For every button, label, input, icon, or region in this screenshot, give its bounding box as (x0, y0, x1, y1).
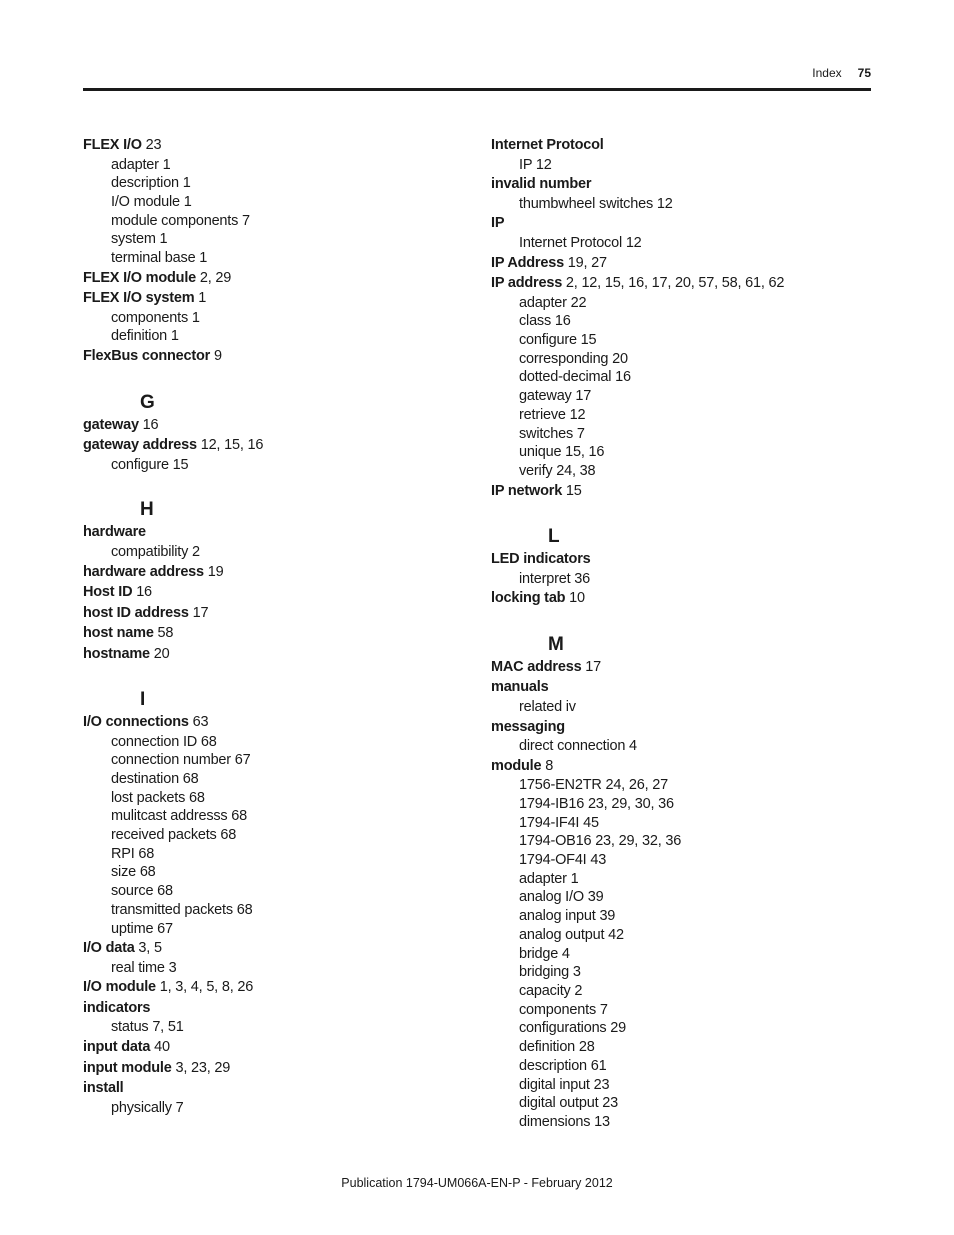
index-term: install (83, 1080, 124, 1097)
index-subentry: related iv (519, 698, 576, 715)
index-subentry: lost packets 68 (111, 789, 205, 806)
index-pages: 23 (141, 137, 162, 153)
index-subentry: module components 7 (111, 212, 250, 229)
index-subentry: system 1 (111, 231, 168, 248)
index-entry (83, 938, 463, 959)
index-subentry: corresponding 20 (519, 350, 628, 367)
index-letter-heading: I (140, 689, 146, 711)
index-subentry: mulitcast addresss 68 (111, 808, 248, 825)
index-entry (83, 268, 463, 289)
index-entry (491, 481, 871, 502)
index-subentry: direct connection 4 (519, 738, 637, 755)
index-pages: 20 (149, 645, 170, 662)
index-subentry: description 1 (111, 175, 191, 192)
index-subentry: real time 3 (111, 959, 177, 976)
index-entry (491, 213, 871, 234)
index-entry (83, 346, 463, 367)
section-label: Index (812, 66, 842, 80)
index-entry (83, 712, 463, 733)
index-pages: 1 (194, 290, 207, 307)
index-subentry: interpret 36 (519, 570, 590, 587)
index-entry (491, 174, 871, 195)
index-subentry: 1794-IF4I 45 (519, 814, 599, 831)
index-entry (491, 657, 871, 678)
index-subentry: unique 15, 16 (519, 444, 605, 461)
index-pages: 3, 23, 29 (171, 1059, 231, 1076)
index-subentry: definition 28 (519, 1039, 595, 1056)
index-subentry: I/O module 1 (111, 193, 192, 210)
index-term: hardware (83, 524, 146, 541)
index-subentry: source 68 (111, 883, 173, 900)
index-subentry: dotted-decimal 16 (519, 369, 631, 386)
index-term: IP address (491, 275, 563, 292)
index-entry (491, 273, 871, 294)
index-entry (491, 135, 871, 156)
index-term: I/O data (83, 940, 135, 957)
index-term: IP network (491, 482, 563, 499)
index-pages: 1, 3, 4, 5, 8, 26 (155, 979, 254, 996)
index-subentry: IP 12 (519, 156, 552, 173)
index-term: indicators (83, 999, 151, 1016)
index-entry (83, 623, 463, 644)
index-pages: 16 (138, 416, 159, 433)
index-subentry: connection ID 68 (111, 733, 217, 750)
index-subentry: physically 7 (111, 1099, 184, 1116)
index-column-left (83, 135, 463, 1117)
index-term: hardware address (83, 563, 204, 580)
index-letter-heading: G (140, 391, 155, 413)
index-entry (83, 582, 463, 603)
index-subentry: received packets 68 (111, 827, 237, 844)
index-pages: 17 (581, 658, 602, 675)
index-subentry: analog output 42 (519, 926, 624, 943)
index-term: gateway address (83, 437, 197, 454)
index-subentry: thumbwheel switches 12 (519, 195, 673, 212)
index-term: FLEX I/O (83, 137, 142, 153)
publication-footer: Publication 1794-UM066A-EN-P - February 2012 (341, 1176, 613, 1190)
index-subentry: 1756-EN2TR 24, 26, 27 (519, 777, 668, 794)
index-letter-heading: M (548, 633, 564, 655)
index-subentry: definition 1 (111, 328, 179, 345)
index-term: MAC address (491, 658, 582, 675)
index-subentry: destination 68 (111, 770, 199, 787)
index-subentry: configure 15 (111, 456, 189, 473)
index-letter-heading: L (548, 526, 560, 548)
index-entry (491, 549, 871, 570)
index-subentry: digital input 23 (519, 1076, 610, 1093)
index-term: hostname (83, 645, 150, 662)
index-entry (83, 603, 463, 624)
index-pages: 63 (188, 714, 209, 731)
index-subentry: dimensions 13 (519, 1113, 610, 1130)
index-term: locking tab (491, 590, 566, 607)
index-subentry: Internet Protocol 12 (519, 234, 642, 251)
index-pages: 2, 12, 15, 16, 17, 20, 57, 58, 61, 62 (562, 275, 785, 292)
index-subentry: 1794-OB16 23, 29, 32, 36 (519, 833, 682, 850)
index-subentry: switches 7 (519, 425, 585, 442)
index-subentry: capacity 2 (519, 982, 583, 999)
index-subentry: configurations 29 (519, 1020, 627, 1037)
index-subentry: 1794-IB16 23, 29, 30, 36 (519, 795, 674, 812)
index-term: FlexBus connector (83, 348, 211, 365)
index-term: input module (83, 1059, 172, 1076)
page-number: 75 (857, 66, 871, 80)
index-entry (83, 435, 463, 456)
index-subentry: digital output 23 (519, 1095, 618, 1112)
index-subentry: components 7 (519, 1001, 608, 1018)
index-term: module (491, 757, 542, 774)
index-subentry: description 61 (519, 1057, 607, 1074)
index-subentry: components 1 (111, 309, 200, 326)
index-entry (491, 588, 871, 609)
index-pages: 17 (188, 604, 209, 621)
index-entry (83, 977, 463, 998)
index-subentry: adapter 22 (519, 294, 587, 311)
index-column-right (491, 135, 871, 1132)
index-entry (83, 135, 463, 156)
index-entry (83, 522, 463, 543)
page-header (812, 66, 871, 80)
index-entry (491, 756, 871, 777)
index-subentry: gateway 17 (519, 388, 592, 405)
index-term: input data (83, 1039, 151, 1056)
index-pages: 58 (153, 625, 174, 642)
index-term: messaging (491, 718, 565, 735)
index-subentry: uptime 67 (111, 920, 173, 937)
index-entry (491, 717, 871, 738)
index-entry (491, 677, 871, 698)
index-subentry: size 68 (111, 864, 156, 881)
index-entry (491, 253, 871, 274)
index-term: I/O connections (83, 714, 189, 731)
index-entry (83, 288, 463, 309)
index-term: FLEX I/O system (83, 290, 195, 307)
index-term: LED indicators (491, 551, 591, 568)
index-term: IP Address (491, 254, 564, 271)
index-subentry: status 7, 51 (111, 1019, 184, 1036)
index-pages: 8 (541, 757, 554, 774)
index-term: FLEX I/O module (83, 269, 197, 286)
index-term: Internet Protocol (491, 137, 604, 153)
header-rule (83, 88, 871, 91)
index-pages: 15 (562, 482, 582, 499)
index-subentry: analog I/O 39 (519, 889, 604, 906)
index-pages: 12, 15, 16 (196, 437, 264, 454)
index-subentry: adapter 1 (519, 870, 579, 887)
index-pages: 10 (565, 590, 585, 607)
index-entry (83, 644, 463, 665)
index-pages: 2, 29 (196, 269, 232, 286)
index-subentry: transmitted packets 68 (111, 901, 253, 918)
index-term: host name (83, 625, 154, 642)
index-subentry: configure 15 (519, 332, 597, 349)
index-entry (83, 415, 463, 436)
index-pages: 9 (210, 348, 222, 365)
index-entry (83, 562, 463, 583)
index-pages: 3, 5 (134, 940, 162, 957)
index-letter-heading: H (140, 499, 154, 521)
index-subentry: bridging 3 (519, 964, 581, 981)
index-term: I/O module (83, 979, 156, 996)
index-entry (83, 998, 463, 1019)
index-subentry: class 16 (519, 313, 571, 330)
index-term: invalid number (491, 176, 592, 193)
index-subentry: analog input 39 (519, 908, 616, 925)
index-term: host ID address (83, 604, 189, 621)
index-pages: 40 (150, 1039, 170, 1056)
index-entry (83, 1037, 463, 1058)
index-subentry: RPI 68 (111, 845, 155, 862)
index-subentry: compatibility 2 (111, 543, 200, 560)
index-pages: 19 (203, 563, 224, 580)
index-subentry: terminal base 1 (111, 250, 208, 267)
index-term: gateway (83, 416, 139, 433)
index-term: Host ID (83, 584, 133, 601)
index-pages: 19, 27 (563, 254, 607, 271)
index-pages: 16 (132, 584, 152, 601)
index-term: manuals (491, 679, 549, 696)
index-term: IP (491, 215, 505, 232)
index-subentry: bridge 4 (519, 945, 570, 962)
index-entry (83, 1058, 463, 1079)
index-subentry: 1794-OF4I 43 (519, 852, 607, 869)
index-subentry: retrieve 12 (519, 406, 586, 423)
index-subentry: connection number 67 (111, 752, 251, 769)
index-subentry: adapter 1 (111, 156, 171, 173)
index-subentry: verify 24, 38 (519, 462, 596, 479)
index-entry (83, 1078, 463, 1099)
